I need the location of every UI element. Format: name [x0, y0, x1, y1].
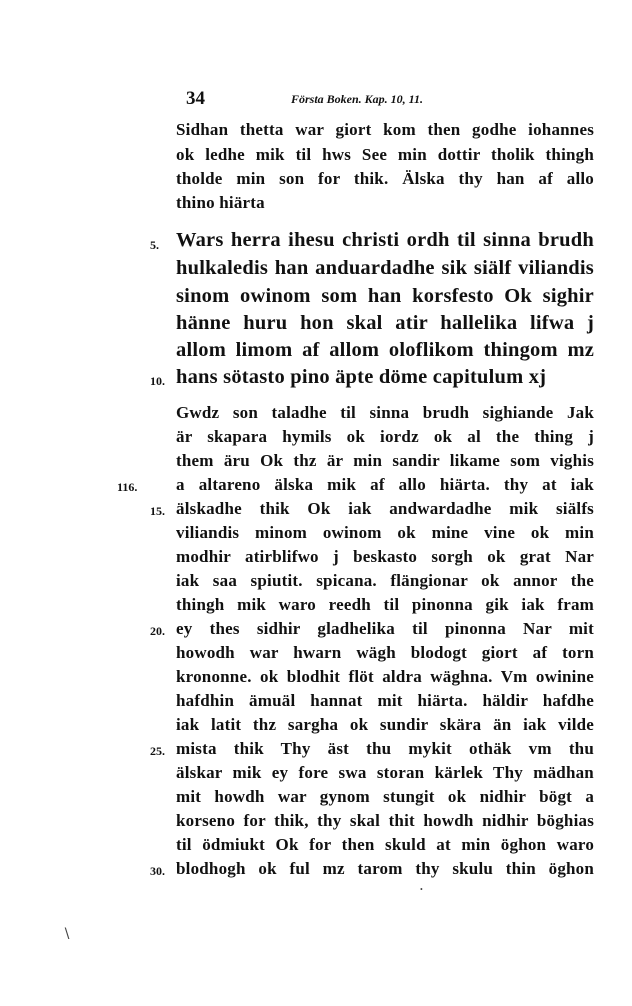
heading-line: sinom owinom som han korsfesto Ok sighir	[176, 285, 594, 307]
ink-speck: ∖	[62, 927, 71, 942]
line-number: 5.	[150, 238, 159, 252]
line-number: 25.	[150, 744, 165, 758]
text-line: korseno for thik, thy skal thit howdh nidhir böghias	[176, 811, 595, 830]
line-number: 10.	[150, 374, 165, 388]
page-number: 34	[186, 88, 205, 109]
text-line: ey thes sidhir gladhelika til pinonna Nar mit	[176, 619, 594, 638]
text-line: älskadhe thik Ok iak andwardadhe mik siälfs	[176, 499, 594, 518]
text-line: howodh war hwarn wägh blodogt giort af torn	[176, 643, 595, 662]
running-title: Första Boken. Kap. 10, 11.	[291, 92, 424, 106]
text-line: hafdhin ämuäl hannat mit hiärta. häldir hafdhe	[176, 691, 594, 710]
text-line: viliandis minom owinom ok mine vine ok min	[176, 523, 594, 542]
text-line: modhir atirblifwo j beskasto sorgh ok grat Nar	[176, 547, 595, 566]
text-line: tholde min son for thik. Älska thy han af allo	[176, 169, 594, 188]
heading-line: hans sötasto pino äpte döme capitulum xj	[176, 366, 547, 388]
text-line: älskar mik ey fore swa storan kärlek Thy mädhan	[176, 763, 594, 782]
text-line: mista thik Thy äst thu mykit othäk vm thu	[176, 739, 594, 758]
line-number: 15.	[150, 504, 165, 518]
text-line: Sidhan thetta war giort kom then godhe iohannes	[176, 120, 595, 139]
text-line: iak saa spiutit. spicana. flängionar ok annor the	[176, 571, 595, 590]
text-line: ok ledhe mik til hws See min dottir tholik thingh	[176, 145, 595, 164]
text-line: iak latit thz sargha ok sundir skära än iak vilde	[176, 715, 595, 734]
line-number: 30.	[150, 864, 165, 878]
text-line: krononne. ok blodhit flöt aldra wäghna. Vm owinine	[176, 667, 594, 686]
text-line: them äru Ok thz är min sandir likame som vighis	[176, 451, 595, 470]
line-number: 20.	[150, 624, 165, 638]
text-line: a altareno älska mik af allo hiärta. thy at iak	[176, 475, 594, 494]
margin-note: 116.	[117, 480, 138, 494]
text-line: är skapara hymils ok iordz ok al the thing j	[176, 427, 594, 446]
text-line: thino hiärta	[176, 193, 265, 212]
text-line: mit howdh war gynom stungit ok nidhir bögt a	[176, 787, 595, 806]
page-header	[0, 88, 632, 110]
text-line: til ödmiukt Ok for then skuld at min öghon waro	[176, 835, 595, 854]
text-line: blodhogh ok ful mz tarom thy skulu thin öghon	[176, 859, 595, 878]
ink-speck: •	[420, 885, 423, 894]
heading-line: allom limom af allom oloflikom thingom mz	[176, 339, 595, 361]
text-line: Gwdz son taladhe til sinna brudh sighiande Jak	[176, 403, 594, 422]
heading-line: Wars herra ihesu christi ordh til sinna brudh	[176, 229, 594, 251]
text-line: thingh mik waro reedh til pinonna gik iak fram	[176, 595, 595, 614]
heading-line: hulkaledis han anduardadhe sik siälf viliandis	[176, 257, 594, 279]
heading-line: hänne huru hon skal atir hallelika lifwa j	[176, 312, 595, 334]
